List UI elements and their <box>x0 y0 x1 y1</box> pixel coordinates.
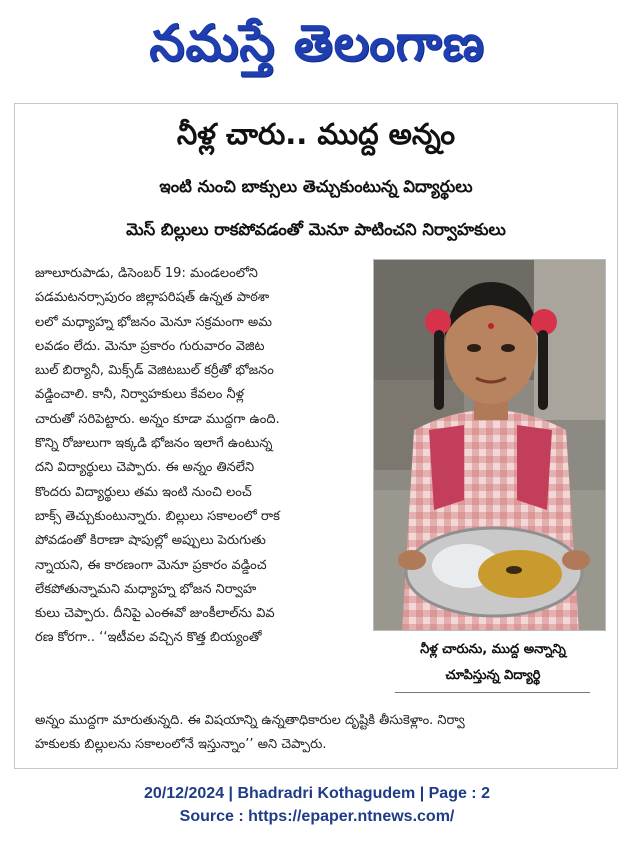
photo-caption-line: చూపిస్తున్న విద్యార్థి <box>445 668 541 683</box>
footer-source: Source : https://epaper.ntnews.com/ <box>179 808 455 825</box>
footer-edition-info: 20/12/2024 | Bhadradri Kothagudem | Page : 2 <box>144 785 490 802</box>
article-body-line: కొందరు విద్యార్థులు తమ ఇంటి నుంచి లంచ్ <box>35 484 252 500</box>
article-body-line: వడ్డించాలి. కానీ, నిర్వాహకులు కేవలం నీళ్ల <box>35 387 245 403</box>
article-body-line: పోవడంతో కిరాణా షాపుల్లో అప్పులు పెరుగుతు <box>35 533 266 549</box>
article-body-line: లలో మధ్యాహ్న భోజనం మెనూ సక్రమంగా అమ <box>35 314 273 330</box>
article-photo <box>373 259 606 631</box>
article-body-line: బుల్ బిర్యానీ, మిక్స్‌డ్ వెజిటబుల్ కర్రీతో భోజనం <box>35 363 274 379</box>
article-headline: నీళ్ల చారు.. ముద్ద అన్నం <box>176 117 456 151</box>
article-body-line: లవడం లేదు. మెనూ ప్రకారం గురువారం వెజిట <box>35 338 265 354</box>
article-body-line: కులు చెప్పారు. దీనిపై ఎంఈవో జుంకీలాల్‌ను వివ <box>35 606 275 622</box>
news-clipping <box>14 103 618 769</box>
article-body-line: దని విద్యార్థులు చెప్పారు. ఈ అన్నం తినలేని <box>35 460 255 476</box>
article-body-line: న్నాయని, ఈ కారణంగా మెనూ ప్రకారం వడ్డించ <box>35 557 267 573</box>
caption-divider <box>395 692 590 693</box>
masthead-logo <box>0 6 634 80</box>
article-body-line: రణ కోరగా.. ‘‘ఇటీవల వచ్చిన కొత్త బియ్యంతో <box>35 630 262 646</box>
article-body-line: జూలూరుపాడు, డిసెంబర్ 19: మండలంలోని <box>35 266 258 281</box>
article-body-line: కొన్ని రోజులుగా ఇక్కడి భోజనం ఇలాగే ఉంటున్న <box>35 436 273 452</box>
article-body-tail <box>35 709 610 758</box>
article-body-line: బాక్స్ తెచ్చుకుంటున్నారు. బిల్లులు సకాలంలో రాక <box>35 508 280 524</box>
photo-caption-line: నీళ్ల చారును, ముద్ద అన్నాన్ని <box>420 642 566 657</box>
article-body-line: లేకపోతున్నామని మధ్యాహ్న భోజన నిర్వాహ <box>35 581 257 597</box>
photo-caption <box>381 637 605 689</box>
article-body-line: పడమటనర్సాపురం జిల్లాపరిషత్ ఉన్నత పాఠశా <box>35 290 270 306</box>
article-body-line: అన్నం ముద్దగా మారుతున్నది. ఈ విషయాన్ని ఉన్నతాధికారుల దృష్టికి తీసుకెళ్లాం. నిర్వా <box>35 713 465 728</box>
article-subheadline-1: ఇంటి నుంచి బాక్సులు తెచ్చుకుంటున్న విద్యార్థులు <box>159 177 473 196</box>
masthead-title: నమస్తే తెలంగాణ <box>149 14 485 72</box>
article-body-line: హకులకు బిల్లులను సకాలంలోనే ఇస్తున్నాం’’ అని చెప్పారు. <box>35 737 327 753</box>
article-body-line: చారుతో సరిపెట్టారు. అన్నం కూడా ముద్దగా ఉంది. <box>35 411 280 427</box>
article-subheadline-2: మెస్ బిల్లులు రాకపోవడంతో మెనూ పాటించని నిర్వాహకులు <box>126 220 506 239</box>
article-body <box>35 262 381 651</box>
